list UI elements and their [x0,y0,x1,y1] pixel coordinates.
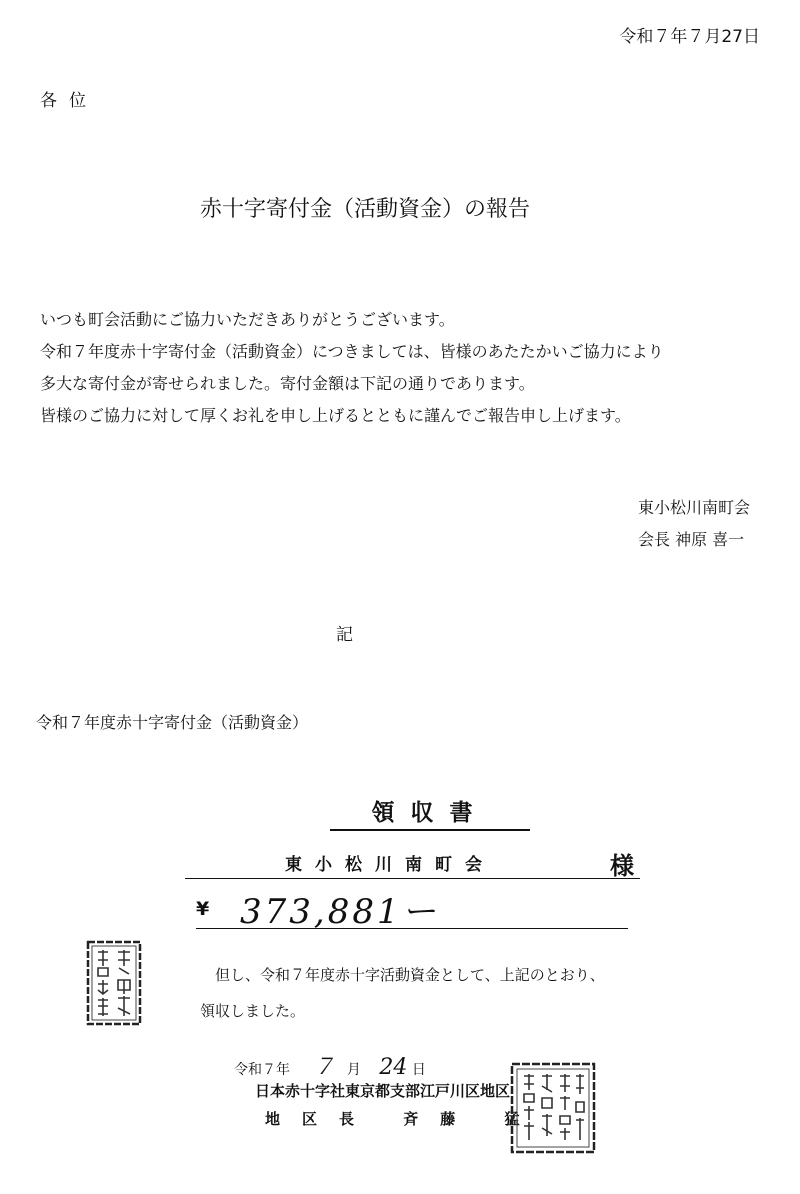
currency-symbol: ¥ [196,898,210,920]
signer-organization: 東小松川南町会 [637,498,750,517]
amount-row [196,884,628,932]
left-seal-icon [86,940,142,1026]
receipt-date-month: ７ [312,1055,335,1080]
receipt-note-line2: 領収しました。 [200,1002,306,1020]
receipt-issuer: 日本赤十字社東京都支部江戸川区地区 [255,1082,511,1100]
document-title: 赤十字寄付金（活動資金）の報告 [199,197,530,222]
receipt-date-era: 令和７年 [234,1062,290,1078]
body-line: 多大な寄付金が寄せられました。寄付金額は下記の通りであります。 [40,374,535,393]
signer-name: 会長 神原 喜一 [637,530,745,549]
receipt-date [234,1050,426,1081]
body-line: 令和７年度赤十字寄付金（活動資金）につきましては、皆様のあたたかいご協力により [40,342,664,361]
section-mark: 記 [336,625,353,645]
body-line: 皆様のご協力に対して厚くお礼を申し上げるとともに謹んでご報告申し上げます。 [40,406,631,425]
signer-block [638,492,750,556]
receipt-amount: 373,881ー [240,892,439,932]
receipt-chief: 地区長 斉藤 猛 [265,1110,542,1128]
receipt-honorific: 様 [610,852,634,880]
receipt-month-unit: 月 [346,1062,361,1078]
receipt-recipient: 東小松川南町会 [285,855,495,875]
body-text [40,304,664,432]
body-line: いつも町会活動にご協力いただきありがとうございます。 [40,310,455,329]
addressee: 各位 [40,91,98,111]
receipt-day-unit: 日 [411,1062,426,1078]
recipient-row [185,846,640,879]
receipt-subtitle: 令和７年度赤十字寄付金（活動資金） [36,713,309,732]
receipt-date-day: 24 [379,1055,408,1080]
chief-seal-icon [510,1062,596,1154]
document-date: 令和７年７月27日 [619,27,760,47]
receipt-title: 領収書 [330,794,530,831]
receipt-note-line1: 但し、令和７年度赤十字活動資金として、上記のとおり、 [215,966,605,984]
